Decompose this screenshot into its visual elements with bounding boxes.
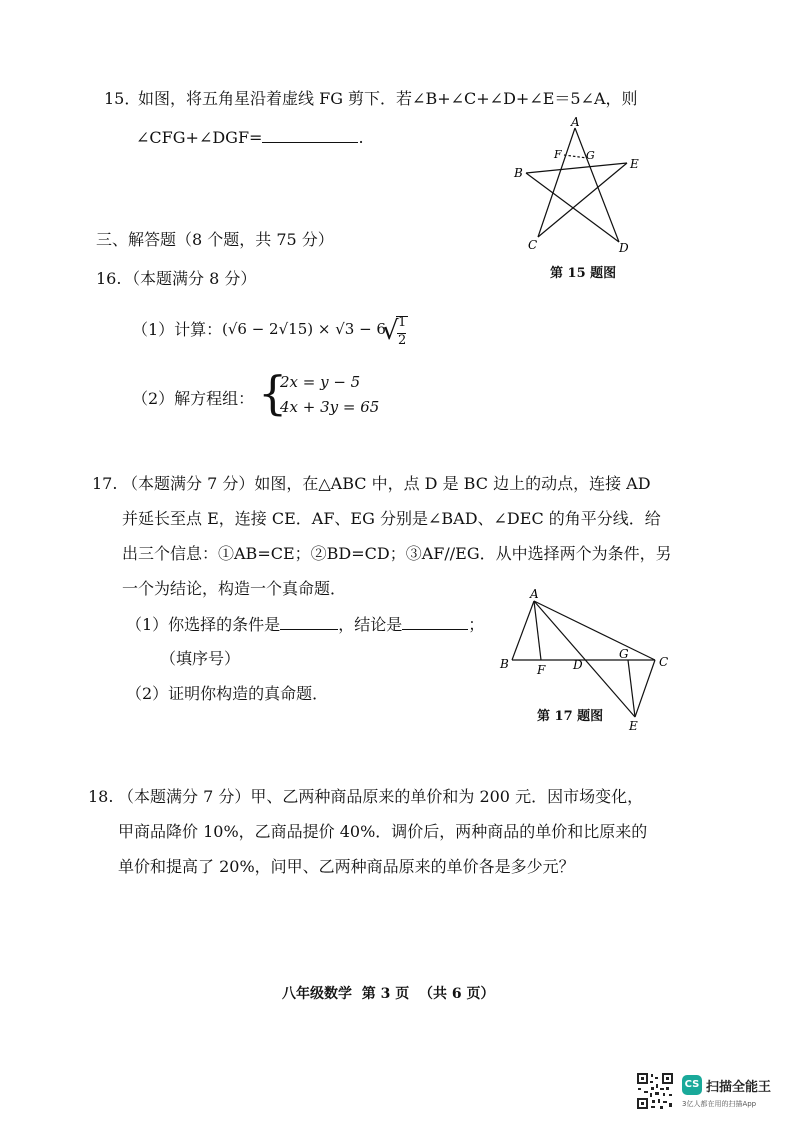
page-footer: 八年级数学 第 3 页 （共 6 页） [282,986,495,1002]
q17-part1-mid: ，结论是 [338,615,403,634]
q16-part1-sqrt-frac: √ 1 2 [382,315,407,348]
q18-line2: 甲商品降价 10%，乙商品提价 40%．调价后，两种商品的单价和比原来的 [118,822,648,841]
q17-condition-blank [280,613,338,630]
q17-side-AC [534,601,655,660]
q16-part1-expr [222,320,386,338]
q18-line1: （本题满分 7 分）甲、乙两种商品原来的单价和为 200 元．因市场变化， [118,787,644,806]
q17-part2: （2）证明你构造的真命题． [126,684,329,703]
q16-system-brace: { [258,366,288,420]
q15-answer-blank [262,126,358,143]
q15-label-D: D [619,241,629,255]
q17-conclusion-blank [402,613,468,630]
q16-eq1: 2x = y − 5 [280,373,361,391]
q15-edge-AC [538,128,575,237]
q17-label-C: C [659,655,669,669]
q17-segment-AF [534,601,541,660]
q17-side-AB [512,601,534,660]
q17-line2: 并延长至点 E，连接 CE．AF、EG 分别是∠BAD、∠DEC 的角平分线．给 [122,509,661,528]
q17-label-B: B [500,657,509,671]
q17-line1: （本题满分 7 分）如图，在△ABC 中，点 D 是 BC 边上的动点，连接 AD [122,474,651,493]
q15-line2 [136,126,364,149]
q17-label-D: D [573,658,583,672]
q16-part1-label: （1）计算： [132,320,223,339]
q15-label-A: A [571,115,580,129]
q17-segment-EG [628,660,635,717]
q15-figure-caption: 第 15 题图 [550,266,617,281]
q15-label-B: B [514,166,523,180]
q16-eq2: 4x + 3y = 65 [280,398,380,416]
qr-code-icon [636,1072,674,1110]
q17-label-F: F [537,663,546,677]
q16-part1-expr-main: (√6 − 2√15) × √3 − 6 [222,320,386,338]
camscanner-logo-icon: CS [682,1075,702,1095]
q16-frac-num: 1 [398,315,407,330]
q15-number: 15． [104,89,141,108]
q15-star-figure [505,110,655,260]
q17-label-A: A [530,587,539,601]
q17-figure-caption: 第 17 题图 [537,709,604,724]
q15-edge-BE [526,163,627,173]
q15-line1: 如图，将五角星沿着虚线 FG 剪下．若∠B+∠C+∠D+∠E＝5∠A，则 [138,89,638,108]
q17-segment-EC [635,660,655,717]
q15-dashed-FG [564,155,587,158]
q17-part1-prefix: （1）你选择的条件是 [126,615,281,634]
q17-number: 17. [92,474,118,493]
q15-label-C: C [528,238,538,252]
q15-edge-EC [538,163,627,237]
q17-part1 [126,613,484,636]
q18-line3: 单价和提高了 20%，问甲、乙两种商品原来的单价各是多少元？ [118,857,575,876]
q16-frac-den: 2 [398,333,407,348]
q17-line4: 一个为结论，构造一个真命题． [122,579,347,598]
q17-part1-note: （填序号） [160,649,241,668]
q16-heading: （本题满分 8 分） [124,269,257,288]
q15-edge-AD [575,128,619,242]
q15-label-E: E [630,157,639,171]
q17-part1-suffix: ； [468,615,485,634]
watermark-brand-name: 扫描全能王 [706,1080,772,1095]
watermark-tagline: 3亿人都在用的扫描App [682,1100,757,1108]
q15-line2-prefix: ∠CFG+∠DGF= [136,128,263,147]
q15-label-G: G [586,149,595,162]
q18-number: 18. [88,787,114,806]
q17-label-E: E [629,719,638,733]
q17-line3: 出三个信息：①AB=CE；②BD=CD；③AF//EG．从中选择两个为条件，另 [122,544,672,563]
q16-part2-label: （2）解方程组： [132,389,255,408]
q17-label-G: G [619,647,629,661]
q15-label-F: F [554,148,562,161]
section3-heading: 三、解答题（8 个题，共 75 分） [96,230,334,249]
q15-line2-suffix: . [358,128,364,147]
q16-number: 16. [96,269,122,288]
